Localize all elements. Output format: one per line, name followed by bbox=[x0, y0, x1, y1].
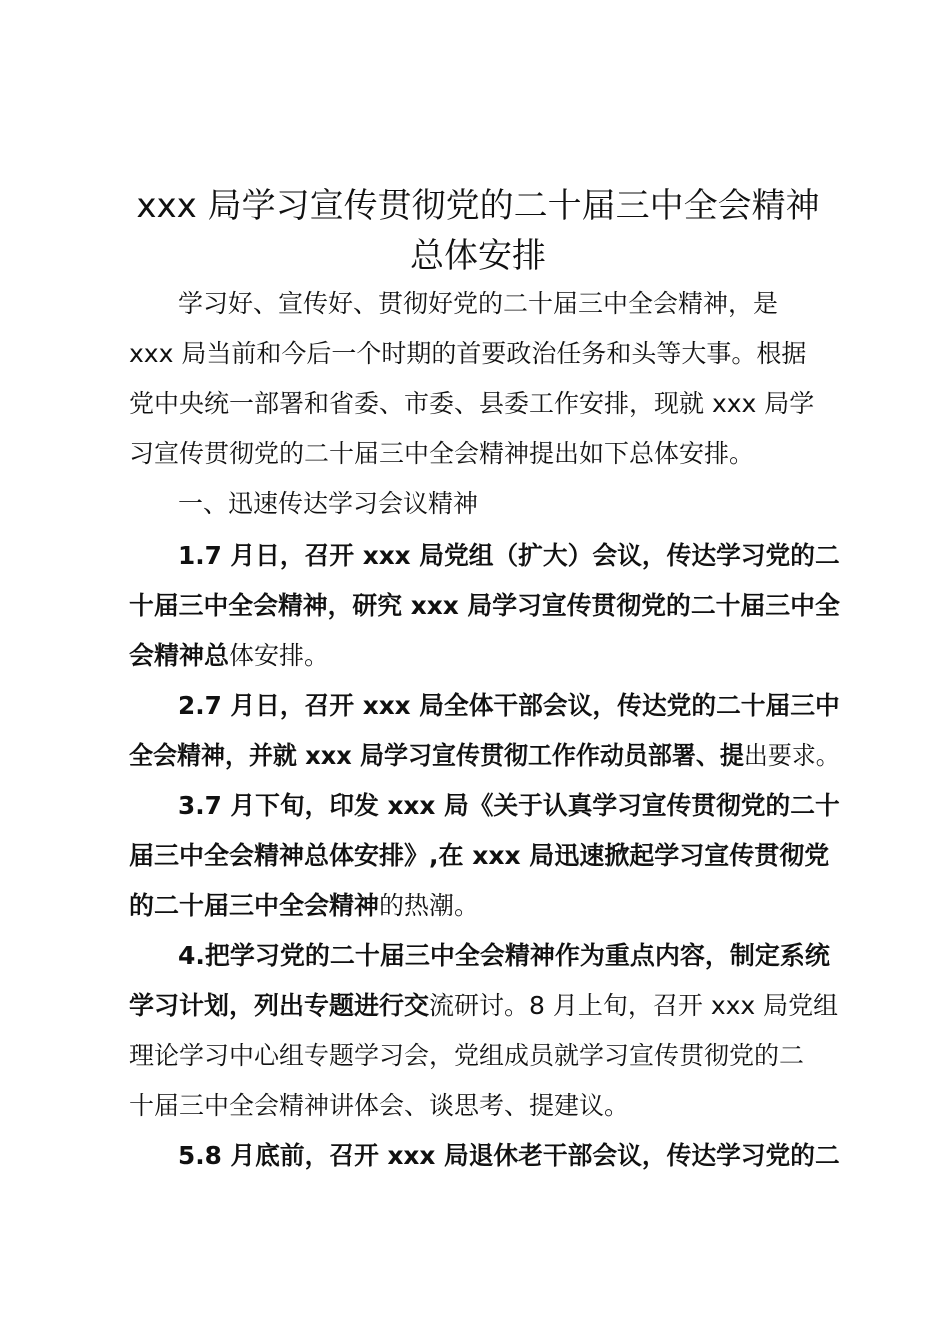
item2-line-2-bold: 全会精神，并就 xxx 局学习宣传贯彻工作作动员部署、提 bbox=[129, 741, 744, 770]
item2-line-2-normal: 出要求。 bbox=[743, 741, 840, 770]
item4-line-2-bold: 学习计划，列出专题进行交 bbox=[129, 991, 430, 1020]
item3-line-3-normal: 的热潮。 bbox=[379, 891, 480, 920]
intro-line-1: 学习好、宣传好、贯彻好党的二十届三中全会精神，是 bbox=[178, 289, 779, 318]
item4-line-2-normal: 流研讨。8 月上旬，召开 xxx 局党组 bbox=[429, 991, 839, 1020]
item1-line-3 bbox=[129, 638, 329, 674]
intro-line-3: 党中央统一部署和省委、市委、县委工作安排，现就 xxx 局学 bbox=[129, 389, 815, 418]
item4-line-3: 理论学习中心组专题学习会，党组成员就学习宣传贯彻党的二 bbox=[129, 1041, 805, 1070]
item1-line-3-bold: 会精神总 bbox=[129, 641, 230, 670]
section-heading: 一、迅速传达学习会议精神 bbox=[178, 489, 479, 518]
item4-line-4: 十届三中全会精神讲体会、谈思考、提建议。 bbox=[129, 1091, 630, 1120]
item3-line-1: 3.7 月下旬，印发 xxx 局《关于认真学习宣传贯彻党的二十 bbox=[178, 791, 840, 820]
document-title-line1: xxx 局学习宣传贯彻党的二十届三中全会精神 bbox=[136, 186, 820, 226]
item3-line-2: 届三中全会精神总体安排》,在 xxx 局迅速掀起学习宣传贯彻党 bbox=[129, 841, 830, 870]
intro-line-4: 习宣传贯彻党的二十届三中全会精神提出如下总体安排。 bbox=[129, 439, 755, 468]
item5-line-1: 5.8 月底前，召开 xxx 局退休老干部会议，传达学习党的二 bbox=[178, 1141, 840, 1170]
item2-line-1: 2.7 月日，召开 xxx 局全体干部会议，传达党的二十届三中 bbox=[178, 691, 840, 720]
intro-line-2: xxx 局当前和今后一个时期的首要政治任务和头等大事。根据 bbox=[129, 339, 807, 368]
item1-line-1: 1.7 月日，召开 xxx 局党组（扩大）会议，传达学习党的二 bbox=[178, 541, 840, 570]
item3-line-3 bbox=[129, 888, 479, 924]
item1-line-3-normal: 体安排。 bbox=[229, 641, 330, 670]
item2-line-2 bbox=[129, 738, 840, 774]
item3-line-3-bold: 的二十届三中全会精神 bbox=[129, 891, 380, 920]
item4-line-2 bbox=[129, 988, 838, 1024]
item4-line-1: 4.把学习党的二十届三中全会精神作为重点内容，制定系统 bbox=[178, 941, 830, 970]
document-title-line2: 总体安排 bbox=[410, 236, 546, 276]
item1-line-2: 十届三中全会精神，研究 xxx 局学习宣传贯彻党的二十届三中全 bbox=[129, 591, 840, 620]
